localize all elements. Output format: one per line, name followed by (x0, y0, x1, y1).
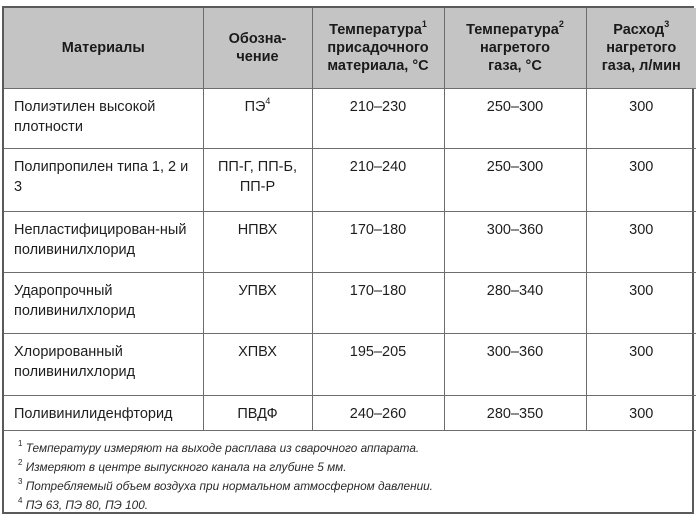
table-row (4, 273, 696, 334)
material-cell: Непластифицирован-ный поливинилхлорид (4, 212, 203, 273)
footnote-ref: 4 (265, 96, 271, 107)
designation-cell: УПВХ (203, 273, 312, 334)
footnotes (4, 431, 692, 515)
gas-temp-cell: 300–360 (444, 212, 586, 273)
material-cell: Полипропилен типа 1, 2 и 3 (4, 149, 203, 212)
table-header-row (4, 8, 696, 89)
footnote-ref: 3 (664, 19, 670, 30)
header-gas-temperature: Температура$^2$ нагретого газа, °С (444, 8, 586, 89)
gas-temp-cell: 300–360 (444, 334, 586, 396)
filler-temp-cell: 170–180 (312, 212, 444, 273)
material-cell: Полиэтилен высокой плотности (4, 89, 203, 149)
header-filler-temperature: Температура$^1$ присадочного материала, °С (312, 8, 444, 89)
footnote-ref: 2 (558, 19, 564, 30)
filler-temp-cell: 195–205 (312, 334, 444, 396)
flow-cell: 300 (586, 334, 696, 396)
welding-parameters-table (4, 8, 696, 431)
footnote-3: $^3$ Потребляемый объем воздуха при нормальном атмосферном давлении. (18, 477, 433, 493)
designation-cell: ХПВХ (203, 334, 312, 396)
table-row (4, 396, 696, 431)
table-row (4, 149, 696, 212)
flow-cell: 300 (586, 89, 696, 149)
filler-temp-cell: 210–230 (312, 89, 444, 149)
gas-temp-cell: 280–340 (444, 273, 586, 334)
footnote-ref: 1 (421, 19, 427, 30)
header-designation: Обозна- чение (203, 8, 312, 89)
footnote-2: $^2$ Измеряют в центре выпускного канала на глубине 5 мм. (18, 458, 347, 474)
gas-temp-cell: 250–300 (444, 149, 586, 212)
table-row (4, 212, 696, 273)
flow-cell: 300 (586, 149, 696, 212)
designation-cell: ПП-Г, ПП-Б, ПП-Р (203, 149, 312, 212)
table-row (4, 334, 696, 396)
flow-cell: 300 (586, 212, 696, 273)
header-materials: Материалы (4, 8, 203, 89)
material-cell: Ударопрочный поливинилхлорид (4, 273, 203, 334)
designation-cell: $ПЭ^4$ (203, 89, 312, 149)
table-row (4, 89, 696, 149)
filler-temp-cell: 210–240 (312, 149, 444, 212)
material-cell: Хлорированный поливинилхлорид (4, 334, 203, 396)
header-gas-flow: Расход$^3$ нагретого газа, л/мин (586, 8, 696, 89)
flow-cell: 300 (586, 396, 696, 431)
filler-temp-cell: 240–260 (312, 396, 444, 431)
footnote-1: $^1$ Температуру измеряют на выходе расплава из сварочного аппарата. (18, 439, 420, 455)
designation-cell: НПВХ (203, 212, 312, 273)
materials-table-container (2, 6, 694, 514)
designation-cell: ПВДФ (203, 396, 312, 431)
flow-cell: 300 (586, 273, 696, 334)
gas-temp-cell: 250–300 (444, 89, 586, 149)
material-cell: Поливинилиденфторид (4, 396, 203, 431)
filler-temp-cell: 170–180 (312, 273, 444, 334)
footnote-4: $^4$ ПЭ 63, ПЭ 80, ПЭ 100. (18, 496, 149, 512)
gas-temp-cell: 280–350 (444, 396, 586, 431)
